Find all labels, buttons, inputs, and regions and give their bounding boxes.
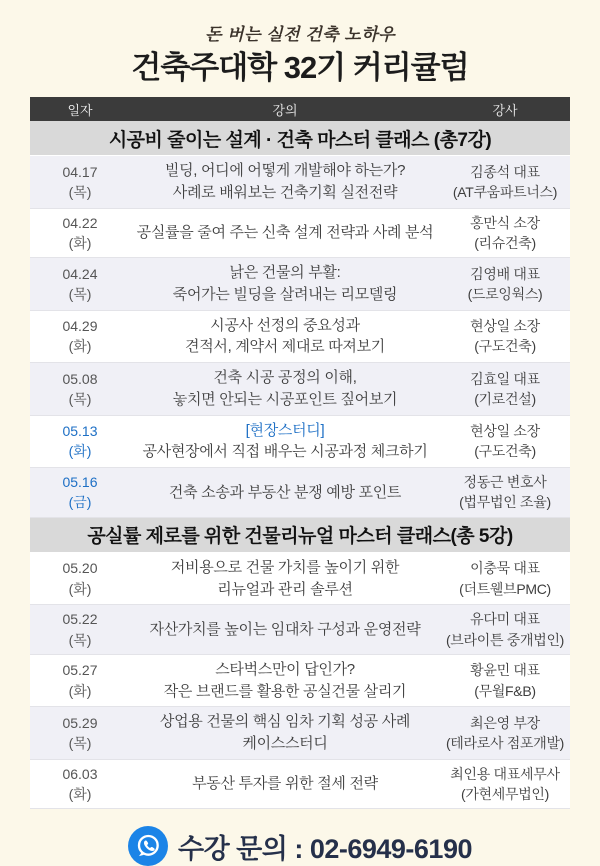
lecture-cell [130, 363, 440, 415]
instructor-cell [440, 707, 570, 759]
instructor-affiliation: (드로잉웍스) [467, 285, 543, 302]
instructor-name: 유다미 대표 [470, 611, 540, 628]
date-cell [30, 760, 130, 809]
day-of-week: (목) [68, 735, 92, 752]
instructor-name: 현상일 소장 [470, 318, 540, 335]
poster-header [0, 0, 600, 85]
day-of-week: (화) [68, 443, 92, 460]
instructor-name: 이충묵 대표 [470, 560, 540, 577]
table-row [30, 156, 570, 209]
date-value: 05.16 [62, 474, 98, 491]
lecture-line: [현장스터디] [245, 421, 325, 439]
instructor-affiliation: (리슈건축) [474, 234, 536, 251]
instructor-affiliation: (구도건축) [474, 338, 536, 355]
instructor-affiliation: (법무법인 조율) [459, 494, 551, 511]
column-header-lecture: 강의 [272, 102, 298, 118]
lecture-line: 부동산 투자를 위한 절세 전략 [192, 775, 378, 793]
date-cell [30, 209, 130, 258]
date-value: 05.08 [62, 370, 98, 387]
table-row [30, 258, 570, 311]
table-row [30, 605, 570, 655]
table-row [30, 311, 570, 364]
instructor-cell [440, 468, 570, 517]
table-row [30, 363, 570, 416]
table-row [30, 209, 570, 259]
instructor-name: 최인용 대표세무사 [450, 765, 560, 782]
date-cell [30, 655, 130, 707]
column-header-date: 일자 [67, 102, 93, 118]
lecture-line: 케이스스터디 [242, 735, 328, 753]
instructor-name: 김종석 대표 [470, 163, 540, 180]
table-row [30, 655, 570, 708]
date-cell [30, 707, 130, 759]
lecture-cell [130, 707, 440, 759]
date-cell [30, 605, 130, 654]
table-row [30, 707, 570, 760]
lecture-cell [130, 553, 440, 605]
date-value: 05.29 [62, 714, 98, 731]
poster-title: 건축주대학 32기 커리큘럼 [131, 50, 469, 85]
table-row [30, 760, 570, 810]
lecture-line: 죽어가는 빌딩을 살려내는 리모델링 [172, 285, 398, 303]
date-cell [30, 363, 130, 415]
day-of-week: (목) [68, 183, 92, 200]
date-cell [30, 258, 130, 310]
lecture-cell [130, 468, 440, 517]
instructor-affiliation: (AT쿠움파트너스) [452, 183, 558, 200]
instructor-cell [440, 416, 570, 468]
lecture-cell [130, 156, 440, 208]
lecture-line: 견적서, 계약서 제대로 따져보기 [185, 338, 385, 356]
date-value: 05.13 [62, 423, 98, 440]
lecture-cell [130, 209, 440, 258]
lecture-line: 건축 소송과 부동산 분쟁 예방 포인트 [168, 483, 402, 501]
poster-tagline: 돈 버는 실전 건축 노하우 [204, 25, 396, 44]
lecture-line: 놓치면 안되는 시공포인트 짚어보기 [172, 390, 398, 408]
instructor-name: 김영배 대표 [470, 265, 540, 282]
contact-label: 수강 문의 : 02-6949-6190 [178, 833, 472, 864]
lecture-line: 사례로 배워보는 건축기획 실전전략 [172, 183, 398, 201]
lecture-cell [130, 416, 440, 468]
section-header: 시공비 줄이는 설계 · 건축 마스터 클래스 (총7강) [30, 121, 570, 156]
lecture-line: 공실률을 줄여 주는 신축 설계 전략과 사례 분석 [136, 224, 434, 242]
instructor-name: 최은영 부장 [470, 714, 540, 731]
table-row [30, 553, 570, 606]
table-body [30, 121, 570, 809]
lecture-line: 자산가치를 높이는 임대차 구성과 운영전략 [149, 620, 421, 638]
instructor-affiliation: (브라이튼 중개법인) [445, 631, 565, 648]
instructor-affiliation: (구도건축) [474, 443, 536, 460]
date-value: 05.27 [62, 662, 98, 679]
lecture-line: 상업용 건물의 핵심 임차 기획 성공 사례 [159, 713, 411, 731]
lecture-cell [130, 605, 440, 654]
day-of-week: (화) [68, 580, 92, 597]
lecture-cell [130, 655, 440, 707]
instructor-affiliation: (더트웰브PMC) [459, 580, 551, 597]
lecture-line: 리뉴얼과 관리 솔루션 [217, 580, 353, 598]
lecture-line: 빌딩, 어디에 어떻게 개발해야 하는가? [164, 162, 406, 180]
instructor-cell [440, 209, 570, 258]
phone-bubble-icon [128, 826, 168, 866]
day-of-week: (화) [68, 234, 92, 251]
date-cell [30, 553, 130, 605]
date-value: 04.22 [62, 214, 98, 231]
lecture-line: 저비용으로 건물 가치를 높이기 위한 [170, 558, 400, 576]
instructor-cell [440, 311, 570, 363]
lecture-line: 건축 시공 공정의 이해, [213, 369, 357, 387]
lecture-line: 공사현장에서 직접 배우는 시공과정 체크하기 [142, 443, 428, 461]
day-of-week: (화) [68, 682, 92, 699]
lecture-cell [130, 311, 440, 363]
day-of-week: (금) [68, 494, 92, 511]
instructor-name: 김효일 대표 [470, 370, 540, 387]
lecture-cell [130, 760, 440, 809]
day-of-week: (목) [68, 285, 92, 302]
instructor-cell [440, 605, 570, 654]
instructor-affiliation: (기로건설) [474, 390, 536, 407]
instructor-affiliation: (테라로사 점포개발) [445, 735, 565, 752]
lecture-line: 시공사 선정의 중요성과 [210, 316, 360, 334]
date-value: 05.20 [62, 560, 98, 577]
table-row [30, 416, 570, 469]
date-value: 04.29 [62, 318, 98, 335]
curriculum-table [30, 97, 570, 809]
column-header-instructor: 강사 [492, 102, 518, 118]
date-value: 04.24 [62, 265, 98, 282]
instructor-name: 홍만식 소장 [470, 214, 540, 231]
instructor-name: 황윤민 대표 [470, 662, 540, 679]
date-cell [30, 416, 130, 468]
instructor-cell [440, 655, 570, 707]
instructor-cell [440, 760, 570, 809]
instructor-affiliation: (가현세무법인) [460, 786, 550, 803]
day-of-week: (목) [68, 631, 92, 648]
instructor-name: 정동근 변호사 [463, 474, 547, 491]
date-value: 05.22 [62, 611, 98, 628]
date-value: 06.03 [62, 765, 98, 782]
lecture-line: 스타벅스만이 답인가? [215, 660, 355, 678]
instructor-cell [440, 156, 570, 208]
instructor-affiliation: (무월F&B) [474, 682, 536, 699]
lecture-line: 낡은 건물의 부활: [229, 264, 341, 282]
day-of-week: (목) [68, 390, 92, 407]
date-cell [30, 156, 130, 208]
contact-footer [0, 826, 600, 866]
lecture-cell [130, 258, 440, 310]
instructor-cell [440, 363, 570, 415]
day-of-week: (화) [68, 786, 92, 803]
date-cell [30, 311, 130, 363]
section-header: 공실률 제로를 위한 건물리뉴얼 마스터 클래스(총 5강) [30, 518, 570, 553]
table-header-row [30, 97, 570, 121]
instructor-cell [440, 553, 570, 605]
day-of-week: (화) [68, 338, 92, 355]
lecture-line: 작은 브랜드를 활용한 공실건물 살리기 [163, 682, 407, 700]
date-value: 04.17 [62, 163, 98, 180]
date-cell [30, 468, 130, 517]
instructor-name: 현상일 소장 [470, 423, 540, 440]
instructor-cell [440, 258, 570, 310]
table-row [30, 468, 570, 518]
